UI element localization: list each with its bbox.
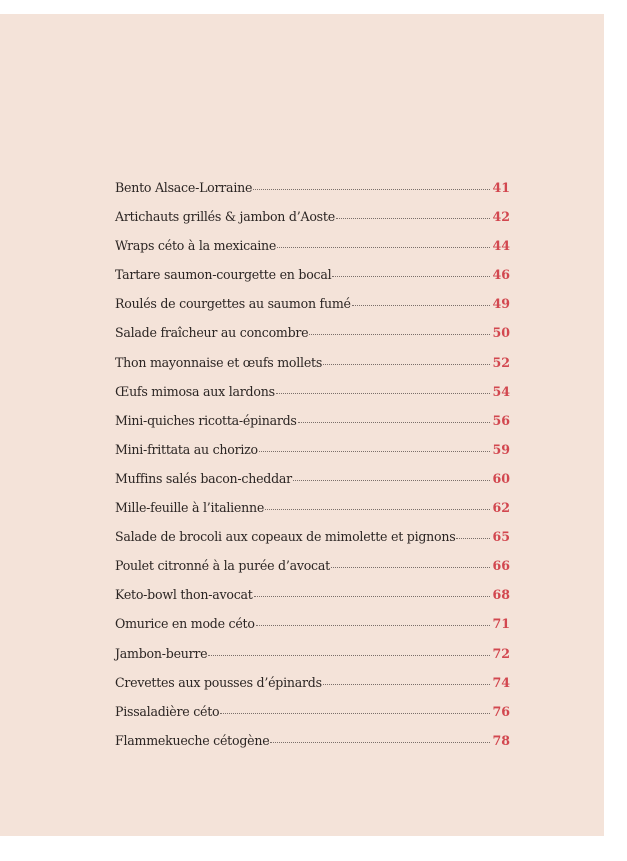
toc-entry-page: 60 <box>492 470 510 486</box>
toc-entry-page: 42 <box>492 209 510 225</box>
toc-entry-page: 59 <box>492 441 510 457</box>
toc-entry-page: 49 <box>492 296 510 312</box>
dot-leader <box>254 596 491 597</box>
toc-entry-title: Tartare saumon-courgette en bocal <box>115 267 332 283</box>
toc-entry-title: Keto-bowl thon-avocat <box>115 587 253 603</box>
toc-entry[interactable] <box>115 646 510 675</box>
toc-entry-title: Flammekueche cétogène <box>115 732 270 748</box>
toc-entry[interactable] <box>115 355 510 384</box>
toc-entry[interactable] <box>115 587 510 616</box>
dot-leader <box>265 509 490 510</box>
table-of-contents <box>115 180 510 762</box>
toc-entry[interactable] <box>115 238 510 267</box>
dot-leader <box>456 538 490 539</box>
dot-leader <box>270 742 490 743</box>
toc-entry-page: 54 <box>492 383 510 399</box>
toc-entry-title: Salade fraîcheur au concombre <box>115 325 309 341</box>
toc-entry-title: Roulés de courgettes au saumon fumé <box>115 296 351 312</box>
toc-entry-page: 41 <box>492 180 510 195</box>
toc-entry[interactable] <box>115 413 510 442</box>
toc-entry-title: Thon mayonnaise et œufs mollets <box>115 354 323 370</box>
toc-entry-title: Wraps céto à la mexicaine <box>115 238 277 254</box>
dot-leader <box>256 625 491 626</box>
toc-entry[interactable] <box>115 384 510 413</box>
toc-entry-page: 71 <box>492 616 510 632</box>
toc-entry-title: Poulet citronné à la purée d’avocat <box>115 558 330 574</box>
toc-entry[interactable] <box>115 180 510 209</box>
toc-entry-page: 50 <box>492 325 510 341</box>
toc-entry-page: 72 <box>492 645 510 661</box>
toc-entry-page: 62 <box>492 500 510 516</box>
toc-entry[interactable] <box>115 471 510 500</box>
toc-entry-title: Artichauts grillés & jambon d’Aoste <box>115 209 335 225</box>
toc-entry-page: 78 <box>492 732 510 748</box>
dot-leader <box>259 451 491 452</box>
toc-entry[interactable] <box>115 733 510 762</box>
toc-entry-title: Crevettes aux pousses d’épinards <box>115 674 322 690</box>
toc-entry[interactable] <box>115 616 510 645</box>
toc-entry-page: 65 <box>492 529 510 545</box>
dot-leader <box>293 480 491 481</box>
toc-entry-page: 52 <box>492 354 510 370</box>
dot-leader <box>323 684 491 685</box>
dot-leader <box>309 334 490 335</box>
toc-entry[interactable] <box>115 325 510 354</box>
toc-entry-title: Mini-quiches ricotta-épinards <box>115 412 297 428</box>
toc-entry-title: Jambon-beurre <box>115 645 208 661</box>
toc-entry-title: Mille-feuille à l’italienne <box>115 500 265 516</box>
toc-entry[interactable] <box>115 529 510 558</box>
toc-entry-title: Pissaladière céto <box>115 703 220 719</box>
dot-leader <box>276 393 491 394</box>
toc-entry-page: 74 <box>492 674 510 690</box>
toc-entry-page: 68 <box>492 587 510 603</box>
toc-entry-title: Salade de brocoli aux copeaux de mimolette et pignons <box>115 529 456 545</box>
toc-entry-title: Omurice en mode céto <box>115 616 255 632</box>
toc-entry[interactable] <box>115 267 510 296</box>
toc-entry-page: 76 <box>492 703 510 719</box>
toc-entry-page: 56 <box>492 412 510 428</box>
document-page <box>0 14 604 836</box>
toc-entry-title: Muffins salés bacon-cheddar <box>115 470 292 486</box>
toc-entry-page: 44 <box>492 238 510 254</box>
dot-leader <box>336 218 491 219</box>
toc-entry[interactable] <box>115 500 510 529</box>
dot-leader <box>298 422 491 423</box>
dot-leader <box>253 189 490 190</box>
dot-leader <box>332 276 490 277</box>
dot-leader <box>352 305 491 306</box>
toc-entry[interactable] <box>115 209 510 238</box>
dot-leader <box>277 247 490 248</box>
dot-leader <box>323 364 490 365</box>
toc-entry-page: 66 <box>492 558 510 574</box>
dot-leader <box>208 655 490 656</box>
toc-entry-title: Mini-frittata au chorizo <box>115 441 258 457</box>
toc-entry[interactable] <box>115 704 510 733</box>
dot-leader <box>220 713 490 714</box>
toc-entry[interactable] <box>115 558 510 587</box>
toc-entry-page: 46 <box>492 267 510 283</box>
toc-entry[interactable] <box>115 442 510 471</box>
toc-entry[interactable] <box>115 296 510 325</box>
toc-entry-title: Œufs mimosa aux lardons <box>115 383 275 399</box>
toc-entry[interactable] <box>115 675 510 704</box>
toc-entry-title: Bento Alsace-Lorraine <box>115 180 253 195</box>
dot-leader <box>331 567 491 568</box>
